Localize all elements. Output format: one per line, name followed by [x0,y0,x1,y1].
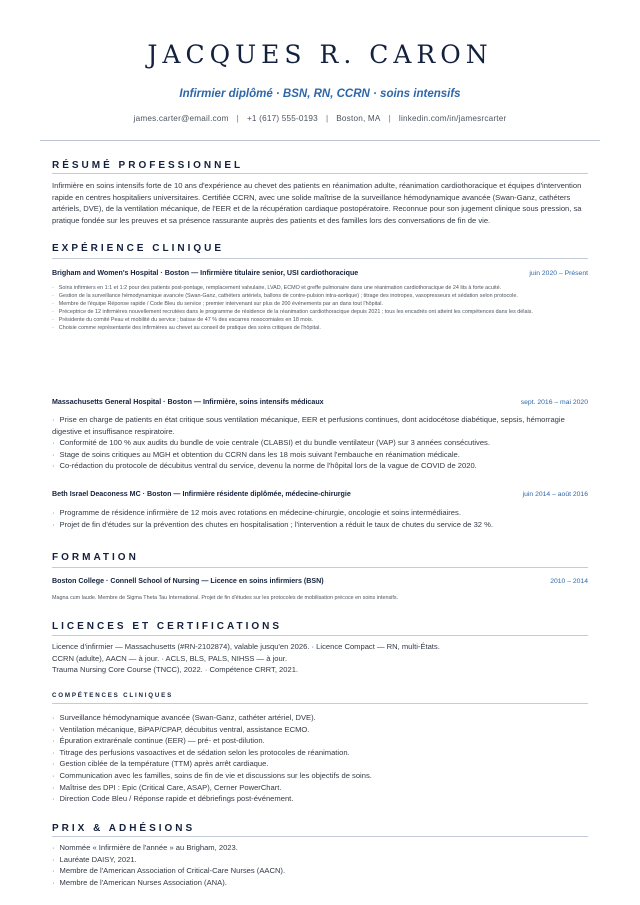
contact-separator: | [236,114,239,123]
list-item: · Direction Code Bleu / Réponse rapide et débriefings post-événement. [52,794,294,804]
candidate-name: JACQUES R. CARON [147,40,493,69]
license-line: Trauma Nursing Core Course (TNCC), 2022. · Compétence CRRT, 2021. [52,665,299,675]
list-item: · Choisie comme représentante des infirmières au chevet au conseil de pratique des soins critiques de l'hôpital. [52,324,321,331]
list-item: · Nommée « Infirmière de l'année » au Brigham, 2023. [52,843,238,852]
bullet-icon: · [52,866,55,876]
list-item: · Soins infirmiers en 1:1 et 1:2 pour des patients post-pontage, remplacement valvulaire, LVAD, ECMO et greffe pulmonaire dans une réanimation cardiothoracique de 24 lits à forte acuité. [52,285,502,291]
list-item: · Prise en charge de patients en état critique sous ventilation mécanique, EER et perfusions continues, dont acidocétose diabétique, sepsis, hémorragie digestive et insuffisance respiratoire. [52,415,565,436]
bullet-icon: · [52,794,55,804]
list-item: · Programme de résidence infirmière de 12 mois avec rotations en médecine-chirurgie, oncologie et soins intermédiaires. [52,508,461,517]
job-bullets [52,285,588,332]
list-item: · Projet de fin d'études sur la prévention des chutes en hospitalisation ; l'intervention a réduit le taux de chutes du service de 32 %. [52,519,494,529]
job-dates: juin 2014 – août 2016 [522,491,588,498]
list-item: · Maîtrise des DPI : Epic (Critical Care, ASAP), Cerner PowerChart. [52,782,282,792]
job-title: Massachusetts General Hospital · Boston — Infirmière, soins intensifs médicaux [52,398,324,406]
section-divider [52,173,588,174]
section-title-summary: RÉSUMÉ PROFESSIONNEL [52,160,244,171]
list-item: · Préceptrice de 12 infirmières nouvellement recrutées dans le programme de résidence de la réanimation cardiothoracique depuis 2021 ; tous les encadrés ont atteint les compétences dans les délais. [52,308,533,315]
contact-line [0,114,640,123]
job-header [52,269,588,281]
list-item: · Membre de l'équipe Réponse rapide / Code Bleu du service ; premier intervenant sur plus de 200 événements par an dans tout l'hôpital. [52,300,383,307]
list-item: · Co-rédaction du protocole de décubitus ventral du service, devenu la norme de l'hôpital lors de la vague de COVID de 2020. [52,461,477,471]
list-item: · Conformité de 100 % aux audits du bundle de voie centrale (CLABSI) et du bundle ventilateur (VAP) sur 3 années consécutives. [52,438,490,448]
section-divider [52,703,588,704]
bullet-icon: · [52,724,55,734]
contact-separator: | [325,114,329,123]
license-line: CCRN (adulte), AACN — à jour. · ACLS, BLS, PALS, NIHSS — à jour. [52,653,287,663]
list-item: · Membre de l'American Association of Critical-Care Nurses (AACN). [52,866,286,876]
bullet-icon: · [52,854,55,864]
summary-text: Infirmière en soins intensifs forte de 10 ans d'expérience au chevet des patients en réanimation adulte, réanimation cardiothoracique et équipes d'intervention rapide en centres hospitaliers universitaires. Certifiée CCRN, avec une solide maîtrise de la surveillance hémodynamique avancée (Swan-Ganz, cathéters artériels, DVE), de la ventilation mécanique, de l'EER et de la récupération cardiaque postopératoire. Reconnue pour son jugement clinique sous pression, sa pratique fondée sur les preuves et sa présence rassurante auprès des patients et des familles lors des conversations de fin de vie. [52,181,582,225]
contact-email[interactable]: james.carter@email.com [133,114,229,123]
section-divider [52,567,588,568]
bullet-icon: · [52,316,54,323]
list-item: · Gestion ciblée de la température (TTM) après arrêt cardiaque. [52,759,269,769]
job-dates: juin 2020 – Présent [529,270,588,277]
education-header [52,577,588,589]
list-item: · Épuration extrarénale continue (EER) — pré- et post-dilution. [52,736,265,746]
job-title: Beth Israel Deaconess MC · Boston — Infirmière résidente diplômée, médecine-chirurgie [52,490,351,498]
section-title-licenses: LICENCES ET CERTIFICATIONS [52,621,283,632]
section-divider [52,635,588,636]
education-note: Magna cum laude. Membre de Sigma Theta Tau International. Projet de fin d'études sur les protocoles de mobilisation précoce en soins intensifs. [52,595,399,601]
bullet-icon: · [52,747,55,757]
list-item: · Membre de l'American Nurses Association (ANA). [52,877,227,887]
list-item: · Présidente du comité Peau et mobilité du service ; baisse de 47 % des escarres nosocomiales en 18 mois. [52,316,314,323]
contact-linkedin[interactable]: linkedin.com/in/jamesrcarter [398,114,507,123]
job-bullets [52,414,588,472]
skills-list [52,712,588,805]
bullet-icon: · [52,508,55,517]
bullet-icon: · [52,438,55,448]
bullet-icon: · [52,415,55,424]
section-title-awards: PRIX & ADHÉSIONS [52,823,196,834]
bullet-icon: · [52,759,55,769]
bullet-icon: · [52,300,54,307]
job-title: Brigham and Women's Hospital · Boston — Infirmière titulaire senior, USI cardiothoracique [52,269,359,277]
education-title: Boston College · Connell School of Nursing — Licence en soins infirmiers (BSN) [52,577,324,585]
license-line: Licence d'infirmier — Massachusetts (#RN-2102874), valable jusqu'en 2026. · Licence Compact — RN, multi-États. [52,642,440,651]
list-item: · Stage de soins critiques au MGH et obtention du CCRN dans les 18 mois suivant l'embauche en réanimation médicale. [52,449,460,459]
section-title-skills: COMPÉTENCES CLINIQUES [52,692,173,699]
bullet-icon: · [52,713,55,722]
bullet-icon: · [52,770,55,780]
candidate-subtitle: Infirmier diplômé · BSN, RN, CCRN · soins intensifs [179,88,461,100]
contact-separator: | [388,114,391,123]
bullet-icon: · [52,736,55,746]
bullet-icon: · [52,877,55,887]
bullet-icon: · [52,843,55,852]
bullet-icon: · [52,308,54,315]
contact-location: Boston, MA [336,114,381,123]
contact-phone[interactable]: +1 (617) 555-0193 [246,114,318,123]
bullet-icon: · [52,461,55,471]
list-item: · Gestion de la surveillance hémodynamique avancée (Swan-Ganz, cathéters artériels, ballons de contre-pulsion intra-aortique) ; titrage des inotropes, vasopresseurs et sédation selon protocole. [52,292,518,299]
job-bullets [52,507,588,530]
job-dates: sept. 2016 – mai 2020 [520,399,588,406]
bullet-icon: · [52,519,55,529]
list-item: · Surveillance hémodynamique avancée (Swan-Ganz, cathéter artériel, DVE). [52,713,316,722]
section-divider [52,258,588,259]
education-dates: 2010 – 2014 [550,578,588,585]
header-divider [40,140,600,141]
list-item: · Communication avec les familles, soins de fin de vie et discussions sur les objectifs de soins. [52,770,372,780]
bullet-icon: · [52,449,55,459]
list-item: · Titrage des perfusions vasoactives et de sédation selon les protocoles de réanimation. [52,747,350,757]
bullet-icon: · [52,324,54,331]
section-title-experience: EXPÉRIENCE CLINIQUE [52,243,225,254]
list-item: · Ventilation mécanique, BiPAP/CPAP, décubitus ventral, assistance ECMO. [52,724,310,734]
section-divider [52,836,588,837]
job-header [52,398,588,410]
license-lines [52,641,588,676]
list-item: · Lauréate DAISY, 2021. [52,854,137,864]
awards-list [52,842,588,888]
job-header [52,490,588,502]
bullet-icon: · [52,292,54,299]
section-title-education: FORMATION [52,552,139,563]
bullet-icon: · [52,285,54,291]
bullet-icon: · [52,782,55,792]
